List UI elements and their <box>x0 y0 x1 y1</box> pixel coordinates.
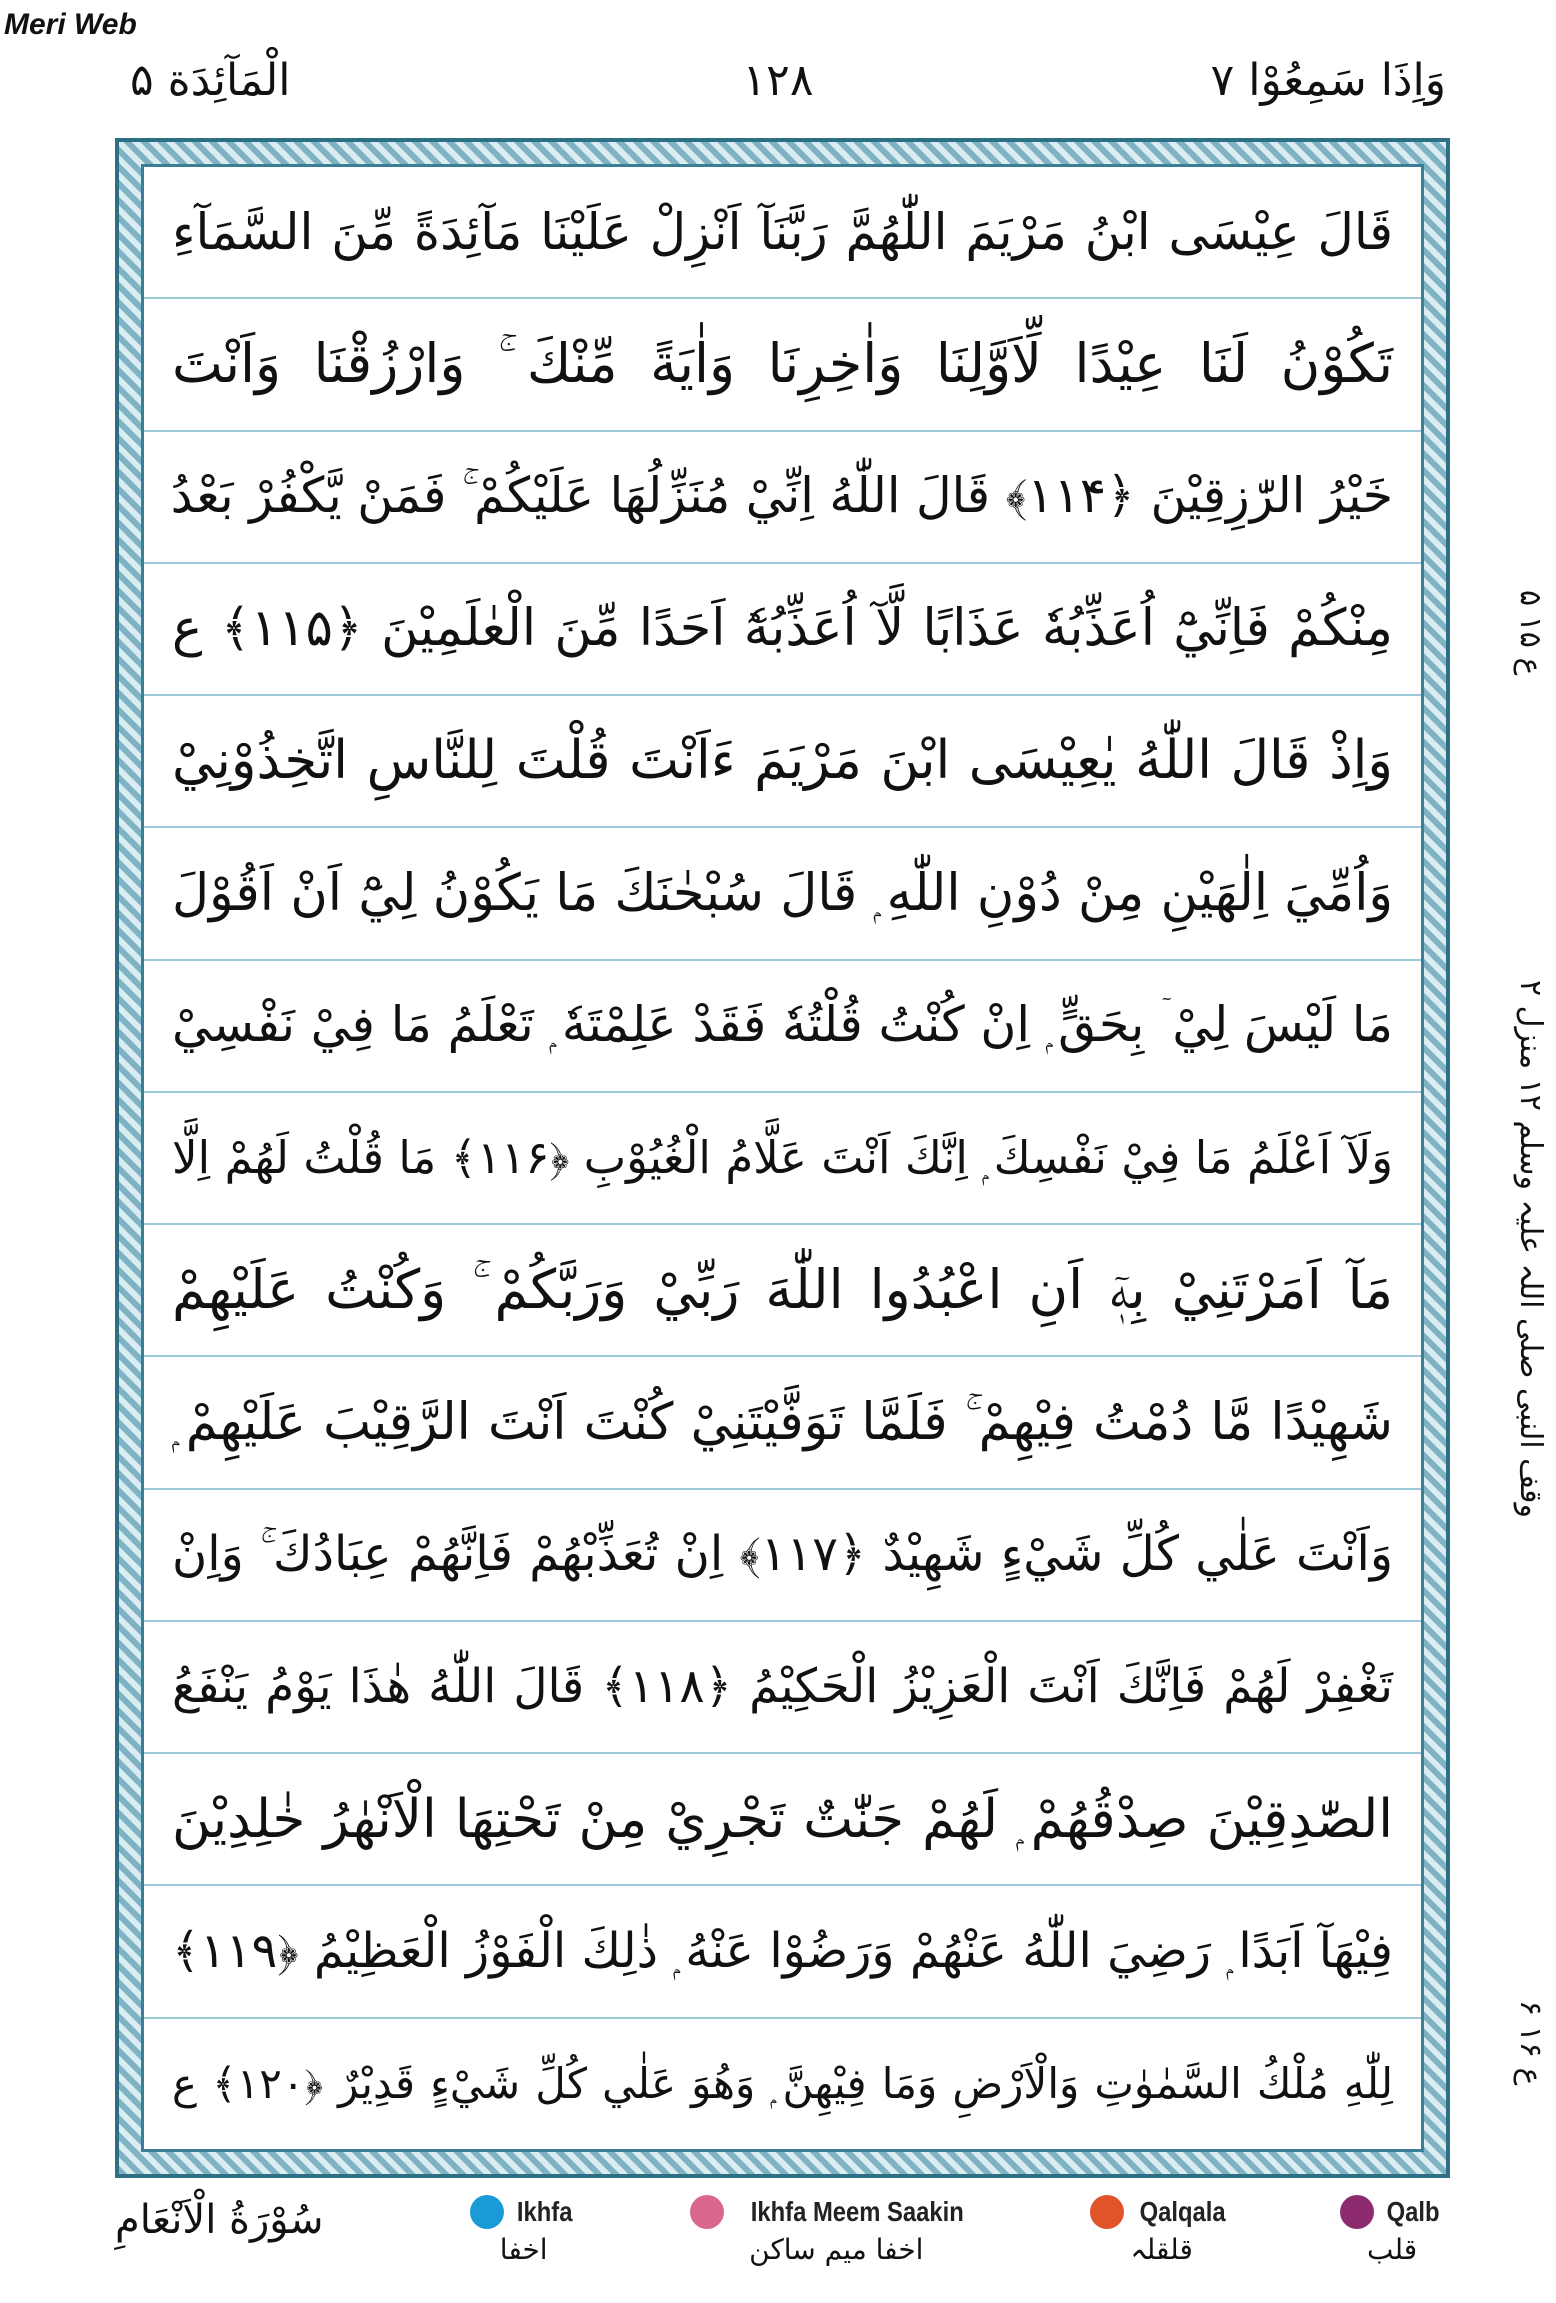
legend-qalb: Qalb قلب <box>1340 2195 1444 2266</box>
para-name: وَاِذَا سَمِعُوْا ۷ <box>1210 55 1446 106</box>
decorative-frame <box>115 138 1450 2178</box>
legend-ikhfa-meem-saakin: Ikhfa Meem Saakin اخفا میم ساکن <box>690 2195 983 2266</box>
verse-text: وَاُمِّيَ اِلٰهَيْنِ مِنْ دُوْنِ اللّٰهِ ۭ قَالَ سُبْحٰنَكَ مَا يَكُوْنُ لِيْٓ اَنْ اَقُوْلَ <box>172 863 1393 923</box>
color-dot-icon <box>690 2195 724 2229</box>
verse-text: مِنْكُمْ فَاِنِّيْٓ اُعَذِّبُهٗ عَذَابًا لَّآ اُعَذِّبُهٗٓ اَحَدًا مِّنَ الْعٰلَمِيْنَ ﴿۱۱۵﴾ ع <box>172 599 1393 659</box>
verse-line <box>144 299 1421 431</box>
page-number: ۱۲۸ <box>742 55 814 106</box>
verse-text: خَيْرُ الرّٰزِقِيْنَ ﴿۱۱۴﴾ قَالَ اللّٰهُ اِنِّيْ مُنَزِّلُهَا عَلَيْكُمْ ۚ فَمَنْ يَّكْفُرْ بَعْدُ <box>170 467 1393 525</box>
surah-name: الْمَآئِدَة ۵ <box>130 55 291 106</box>
waqf-manzil-note: وقف النبی صلی اللہ علیہ وسلم ۱۲ منزل ۲ <box>1513 980 1548 1518</box>
verse-text: مَا لَيْسَ لِيْ ۤ بِحَقٍّ ۭ اِنْ كُنْتُ قُلْتُهٗ فَقَدْ عَلِمْتَهٗ ۭ تَعْلَمُ مَا فِيْ نَفْسِيْ <box>172 996 1393 1054</box>
verse-text: تَكُوْنُ لَنَا عِيْدًا لِّاَوَّلِنَا وَاٰخِرِنَا وَاٰيَةً مِّنْكَ ۚ وَارْزُقْنَا وَاَنْتَ <box>172 332 1393 395</box>
footer <box>0 2195 1556 2295</box>
verse-line <box>144 1357 1421 1489</box>
verse-text: تَغْفِرْ لَهُمْ فَاِنَّكَ اَنْتَ الْعَزِيْزُ الْحَكِيْمُ ﴿۱۱۸﴾ قَالَ اللّٰهُ هٰذَا يَوْمُ يَنْفَعُ <box>172 1658 1393 1714</box>
verse-text: وَاَنْتَ عَلٰي كُلِّ شَيْءٍ شَهِيْدٌ ﴿۱۱۷﴾ اِنْ تُعَذِّبْهُمْ فَاِنَّهُمْ عِبَادُكَ ۚ وَاِنْ <box>172 1525 1394 1582</box>
text-panel <box>141 164 1424 2152</box>
verse-line <box>144 1886 1421 2018</box>
verse-text: وَلَآ اَعْلَمُ مَا فِيْ نَفْسِكَ ۭ اِنَّكَ اَنْتَ عَلَّامُ الْغُيُوْبِ ﴿۱۱۶﴾ مَا قُلْتُ لَهُمْ اِلَّا <box>172 1130 1393 1184</box>
verse-line <box>144 961 1421 1093</box>
verse-line <box>144 1490 1421 1622</box>
verse-line <box>144 1093 1421 1225</box>
verse-line <box>144 1225 1421 1357</box>
verse-line <box>144 828 1421 960</box>
verse-line <box>144 1754 1421 1886</box>
watermark: Meri Web <box>4 8 137 41</box>
verse-text: وَاِذْ قَالَ اللّٰهُ يٰعِيْسَى ابْنَ مَرْيَمَ ءَاَنْتَ قُلْتَ لِلنَّاسِ اتَّخِذُوْنِيْ <box>172 730 1393 792</box>
verse-text: فِيْهَآ اَبَدًا ۭ رَضِيَ اللّٰهُ عَنْهُمْ وَرَضُوْا عَنْهُ ۭ ذٰلِكَ الْفَوْزُ الْعَظِيْمُ ﴿۱۱۹﴾ <box>171 1922 1393 1979</box>
ruku-marker: ع ۱۶ ۶ <box>1513 2000 1548 2086</box>
color-dot-icon <box>1340 2195 1374 2229</box>
verse-line <box>144 167 1421 299</box>
color-dot-icon <box>470 2195 504 2229</box>
color-dot-icon <box>1090 2195 1124 2229</box>
verse-line <box>144 1622 1421 1754</box>
verse-text: لِلّٰهِ مُلْكُ السَّمٰوٰتِ وَالْاَرْضِ وَمَا فِيْهِنَّ ۭ وَهُوَ عَلٰي كُلِّ شَيْءٍ قَدِيْرٌ ﴿۱۲۰﴾ ع <box>172 2058 1393 2108</box>
verse-text: الصّٰدِقِيْنَ صِدْقُهُمْ ۭ لَهُمْ جَنّٰتٌ تَجْرِيْ مِنْ تَحْتِهَا الْاَنْهٰرُ خٰلِدِيْنَ <box>172 1788 1393 1850</box>
verse-line <box>144 696 1421 828</box>
verse-line <box>144 2019 1421 2149</box>
ruku-marker: ع ۱۵ ۵ <box>1513 590 1548 676</box>
verse-text: قَالَ عِيْسَى ابْنُ مَرْيَمَ اللّٰهُمَّ رَبَّنَآ اَنْزِلْ عَلَيْنَا مَآئِدَةً مِّنَ السَّمَآءِ <box>172 203 1393 262</box>
verse-text: مَآ اَمَرْتَنِيْ بِهٖٓ اَنِ اعْبُدُوا اللّٰهَ رَبِّيْ وَرَبَّكُمْ ۚ وَكُنْتُ عَلَيْهِمْ <box>172 1257 1393 1321</box>
verse-line <box>144 432 1421 564</box>
legend-ikhfa: Ikhfa اخفا <box>470 2195 577 2266</box>
next-surah-name: سُوْرَةُ الْاَنْعَامِ <box>115 2197 324 2243</box>
verse-line <box>144 564 1421 696</box>
verse-text: شَهِيْدًا مَّا دُمْتُ فِيْهِمْ ۚ فَلَمَّا تَوَفَّيْتَنِيْ كُنْتَ اَنْتَ الرَّقِيْبَ عَلَيْهِمْ ۭ <box>172 1392 1393 1452</box>
legend-qalqala: Qalqala قلقلہ <box>1090 2195 1233 2266</box>
